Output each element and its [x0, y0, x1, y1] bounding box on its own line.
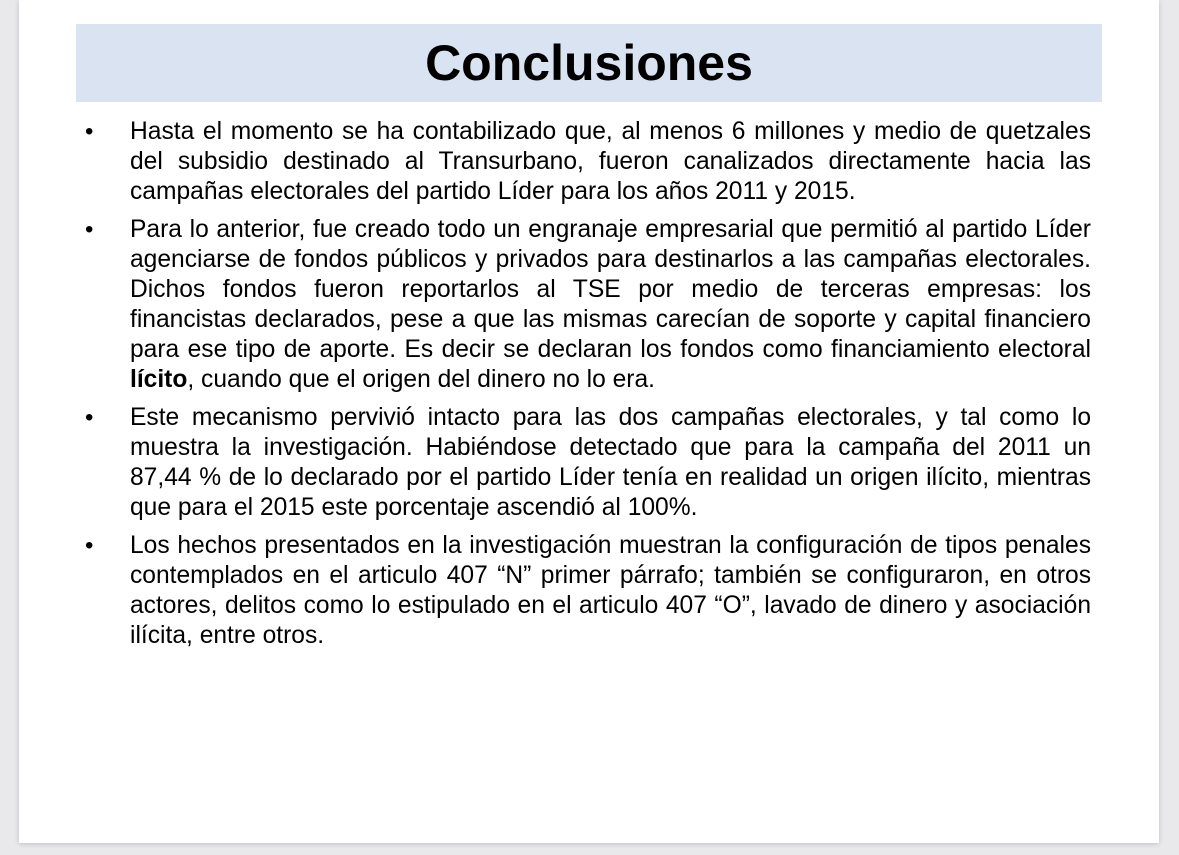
bullet-item: [77, 531, 1091, 651]
bullet-text: Los hechos presentados en la investigación muestran la configuración de tipos penales contemplados en el articulo 407 “N” primer párrafo; también se configuraron, en otros actores, delitos como lo estipulado en el articulo 407 “O”, lavado de dinero y asociación ilícita, entre otros.: [130, 532, 1091, 649]
bullet-dot-icon: •: [85, 118, 94, 145]
bullet-item: [77, 215, 1091, 395]
bullet-dot-icon: •: [85, 532, 94, 559]
slide-title: Conclusiones: [425, 35, 753, 91]
slide: [19, 0, 1159, 843]
bullet-item: [77, 117, 1091, 207]
bullet-text-emphasis: lícito: [130, 366, 188, 393]
bullet-dot-icon: •: [85, 404, 94, 431]
bullet-text: Este mecanismo pervivió intacto para las dos campañas electorales, y tal como lo muestra la investigación. Habiéndose detectado que para la campaña del 2011 un 87,44 % de lo declarado por el partido Líder tenía en realidad un origen ilícito, mientras que para el 2015 este porcentaje ascendió al 100%.: [130, 404, 1091, 521]
bullet-text-part: Para lo anterior, fue creado todo un engranaje empresarial que permitió al partido Líder agenciarse de fondos públicos y privados para destinarlos a las campañas electorales. Dichos fondos fueron reportarlos al TSE por medio de terceras empresas: los financistas declarados, pese a que las mismas carecían de soporte y capital financiero para ese tipo de aporte. Es decir se declaran los fondos como financiamiento electoral: [130, 216, 1091, 363]
title-bar: [76, 24, 1102, 102]
bullet-text-part: , cuando que el origen del dinero no lo era.: [187, 366, 656, 393]
bullet-item: [77, 403, 1091, 523]
bullet-dot-icon: •: [85, 216, 94, 243]
bullet-text: Hasta el momento se ha contabilizado que, al menos 6 millones y medio de quetzales del subsidio destinado al Transurbano, fueron canalizados directamente hacia las campañas electorales del partido Líder para los años 2011 y 2015.: [130, 118, 1091, 205]
bullet-text: [130, 215, 1091, 395]
bullet-list: [77, 117, 1091, 659]
